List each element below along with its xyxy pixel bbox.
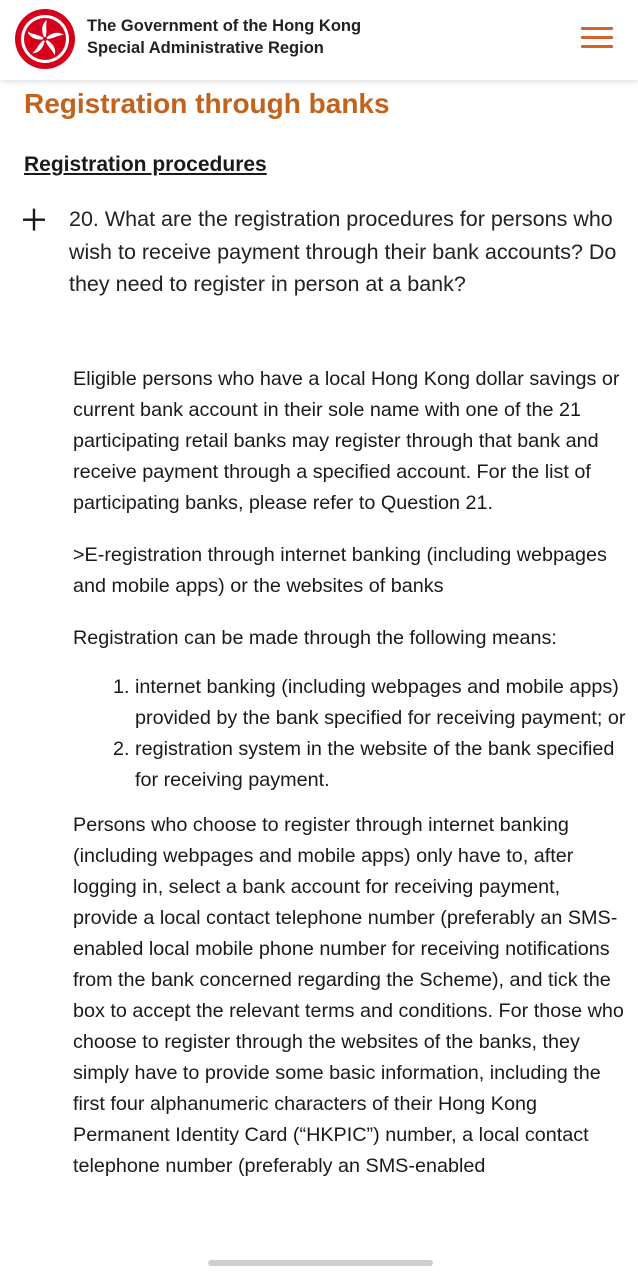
section-heading: Registration procedures bbox=[24, 153, 267, 176]
government-title-line2: Special Administrative Region bbox=[87, 39, 324, 57]
page-title: Registration through banks bbox=[24, 88, 390, 119]
faq-question[interactable]: 20. What are the registration procedures for persons who wish to receive payment through their bank accounts? Do they need to register in person at a bank? bbox=[69, 207, 617, 296]
answer-paragraph-means: Registration can be made through the following means: bbox=[73, 627, 557, 649]
answer-paragraph-eligibility: Eligible persons who have a local Hong Kong dollar savings or current bank account in their sole name with one of the 21 participating retail banks may register through that bank and receive payment through a specified account. For the list of participating banks, please refer to Question 21. bbox=[73, 368, 620, 514]
list-item: 2. registration system in the website of the bank specified for receiving payment. bbox=[135, 734, 629, 796]
answer-paragraph-e-registration: >E-registration through internet banking (including webpages and mobile apps) or the websites of banks bbox=[73, 544, 607, 597]
hamburger-menu-icon bbox=[581, 27, 613, 30]
government-title-line1: The Government of the Hong Kong bbox=[87, 17, 362, 35]
home-indicator[interactable] bbox=[208, 1260, 433, 1266]
faq-answer bbox=[73, 364, 629, 1182]
registration-means-list bbox=[73, 672, 629, 796]
answer-paragraph-details: Persons who choose to register through internet banking (including webpages and mobile apps) only have to, after logging in, select a bank account for receiving payment, provide a local contact telephone number (preferably an SMS-enabled local mobile phone number for receiving notifications from the bank concerned regarding the Scheme), and tick the box to accept the relevant terms and conditions. For those who choose to register through the websites of the banks, they simply have to provide some basic information, including the first four alphanumeric characters of their Hong Kong Permanent Identity Card (“HKPIC”) number, a local contact telephone number (preferably an SMS-enabled bbox=[73, 814, 624, 1177]
site-header bbox=[0, 0, 638, 80]
list-item: 1. internet banking (including webpages and mobile apps) provided by the bank specified for receiving payment; or bbox=[135, 672, 629, 734]
hksar-emblem-icon[interactable] bbox=[14, 8, 76, 70]
government-title[interactable] bbox=[87, 15, 361, 59]
plus-icon[interactable] bbox=[20, 205, 50, 235]
hamburger-menu-button[interactable] bbox=[578, 24, 616, 52]
